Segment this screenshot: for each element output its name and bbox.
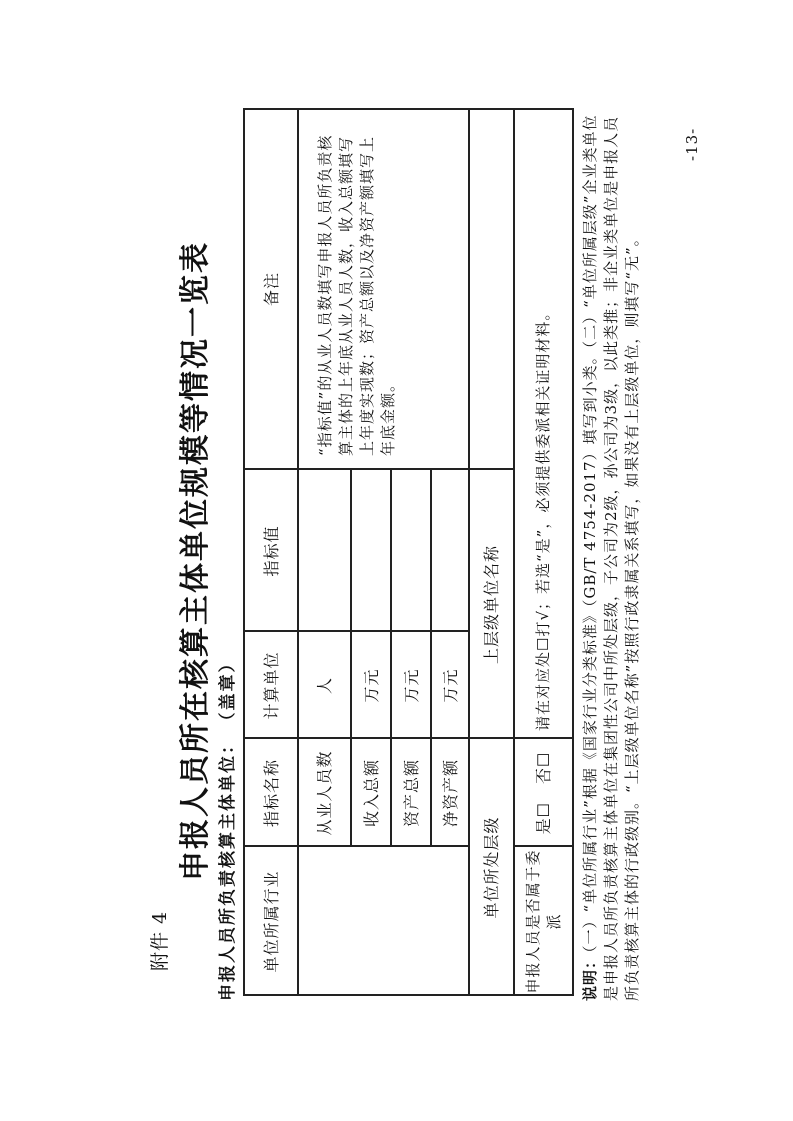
header-industry: 单位所属行业 <box>261 870 281 973</box>
attachment-label: 附件 4 <box>149 910 171 971</box>
explanation-prefix: 说明： <box>581 952 599 1001</box>
row-unit-revenue: 万元 <box>361 668 381 703</box>
row-unit-assets: 万元 <box>401 668 421 703</box>
header-indicator-value: 指标值 <box>261 525 281 577</box>
row-name-assets: 资产总额 <box>401 759 421 828</box>
level-label: 单位所处层级 <box>482 816 501 919</box>
row-value-employees[interactable] <box>297 470 350 632</box>
row-value-revenue[interactable] <box>350 470 390 632</box>
header-remark: 备注 <box>261 272 281 307</box>
page-number: -13- <box>683 127 701 161</box>
row-unit-net-assets: 万元 <box>440 668 460 703</box>
row-name-revenue: 收入总额 <box>361 759 381 828</box>
upper-unit-name-label: 上层级单位名称 <box>482 545 501 665</box>
page-title: 申报人员所在核算主体单位规模等情况一览表 <box>178 241 213 881</box>
header-calc-unit: 计算单位 <box>261 651 281 720</box>
dispatch-label: 申报人员是否属于委派 <box>523 849 563 994</box>
explanation-text: （一）“单位所属行业”根据《国家行业分类标准》（GB/T 4754-2017）填写到小类。（二）“单位所属层级”企业类单位是申报人员所负责核算主体单位在集团性公司中所处层级，子公司为2级，孙公司为3级，以此类推；非企业类单位是申报人员所负责核算主体的行政级别。“上层级单位名称”按照行政隶属关系填写，如果没有上层级单位，则填写“无”。 <box>581 114 641 1001</box>
remark-text: “指标值”的从业人员数填写申报人员所负责核算主体的上年底从业人员人数，收入总额填写上年度实现数；资产总额以及净资产额填写上年底金额。 <box>316 134 397 456</box>
dispatch-no-checkbox[interactable]: 否☐ <box>534 751 553 784</box>
unit-line-label: 申报人员所负责核算主体单位： <box>218 735 238 1001</box>
dispatch-note: 请在对应处☐打√；若选“是”，必须提供委派相关证明材料。 <box>534 304 552 731</box>
dispatch-options <box>513 739 572 847</box>
row-unit-employees: 人 <box>315 677 334 695</box>
header-indicator-name: 指标名称 <box>261 759 281 828</box>
row-name-employees: 从业人员数 <box>315 750 334 836</box>
upper-unit-name-input[interactable] <box>468 108 513 470</box>
dispatch-yes-checkbox[interactable]: 是☐ <box>534 802 553 835</box>
seal-label: （盖章） <box>218 653 238 721</box>
info-table <box>243 108 574 996</box>
unit-line <box>213 654 238 1002</box>
industry-input[interactable] <box>297 847 468 996</box>
row-value-assets[interactable] <box>390 470 430 632</box>
row-value-net-assets[interactable] <box>430 470 468 632</box>
row-name-net-assets: 净资产额 <box>440 759 460 828</box>
explanation <box>580 111 643 1001</box>
